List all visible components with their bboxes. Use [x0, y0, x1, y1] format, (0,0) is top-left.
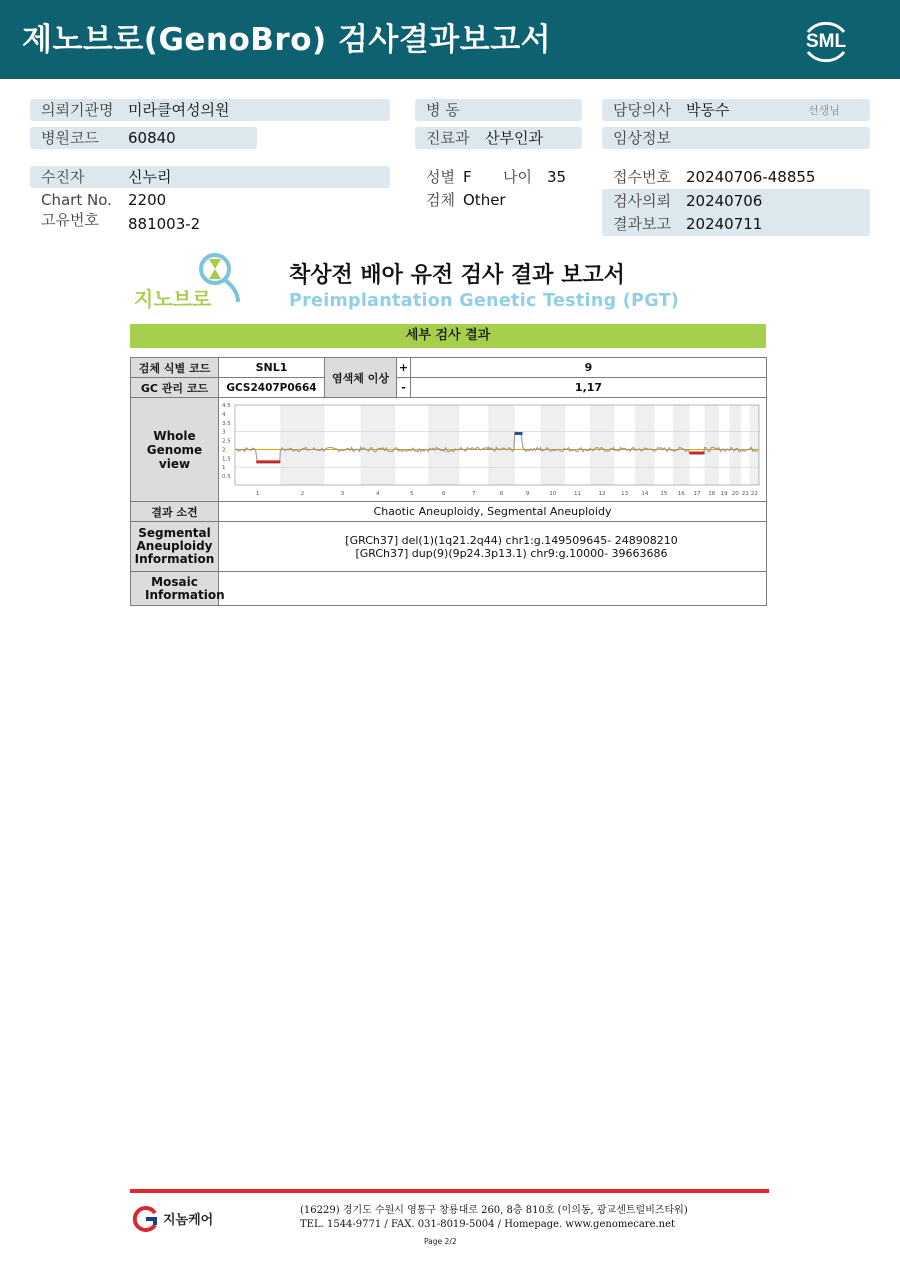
chromosome-band — [488, 405, 515, 485]
x-tick-label: 9 — [525, 490, 530, 497]
gc-code-value: GCS2407P0664 — [219, 378, 325, 398]
receipt-no-label: 접수번호 — [613, 168, 671, 186]
doctor-field — [602, 99, 870, 121]
genomecare-logo — [133, 1205, 225, 1232]
doctor-suffix: 선생님 — [808, 104, 840, 117]
chromosome-band — [428, 405, 459, 485]
hospital-code-value: 60840 — [128, 129, 176, 147]
mosaic-value — [219, 572, 767, 606]
x-tick-label: 21 — [741, 490, 749, 497]
department-field — [415, 127, 582, 149]
chromosome-band — [590, 405, 614, 485]
sex-value: F — [463, 168, 472, 186]
segment-call-gain — [515, 431, 523, 434]
segmental-label: Segmental Aneuploidy Information — [131, 522, 219, 572]
doctor-value: 박동수 — [686, 101, 730, 119]
request-date-label: 검사의뢰 — [613, 192, 671, 210]
dates-field — [602, 189, 870, 236]
plus-value: 9 — [411, 358, 767, 378]
clinical-info-label: 임상정보 — [613, 129, 671, 147]
x-tick-label: 1 — [255, 490, 260, 497]
genobro-logo-text: 지노브로 — [134, 287, 212, 311]
request-date-value: 20240706 — [686, 192, 763, 210]
report-title-en: Preimplantation Genetic Testing (PGT) — [289, 291, 680, 311]
x-tick-label: 2 — [300, 490, 305, 497]
table-row — [131, 358, 767, 378]
table-row — [131, 398, 767, 502]
chromosome-band — [730, 405, 741, 485]
minus-sign: - — [397, 378, 411, 398]
y-tick-label: 3 — [222, 429, 226, 436]
department-value: 산부인과 — [485, 129, 543, 147]
institution-value: 미라클여성의원 — [128, 101, 230, 119]
y-tick-label: 0.5 — [222, 473, 231, 480]
institution-label: 의뢰기관명 — [41, 101, 114, 119]
ward-field — [415, 99, 582, 121]
chromosome-band — [540, 405, 565, 485]
patient-label: 수진자 — [41, 168, 85, 186]
sex-label: 성별 — [426, 168, 455, 186]
clinical-info-field — [602, 127, 870, 149]
hospital-code-label: 병원코드 — [41, 129, 99, 147]
institution-field — [30, 99, 390, 121]
age-value: 35 — [547, 168, 567, 186]
table-row — [131, 572, 767, 606]
page-title: 제노브로(GenoBro) 검사결과보고서 — [22, 22, 552, 58]
y-tick-label: 2.5 — [222, 438, 231, 445]
segmental-line: [GRCh37] del(1)(1q21.2q44) chr1:g.149509645- 248908210 — [345, 533, 678, 547]
x-tick-label: 20 — [731, 490, 739, 497]
chromosome-band — [750, 405, 759, 485]
table-row — [131, 502, 767, 522]
x-tick-label: 15 — [660, 490, 668, 497]
x-tick-label: 12 — [598, 490, 606, 497]
unique-no-field — [30, 211, 390, 233]
x-tick-label: 19 — [720, 490, 728, 497]
address-line: (16229) 경기도 수원시 영통구 창룡대로 260, 8층 810호 (이의동, 광교센트럴비즈타워) — [300, 1205, 688, 1216]
y-tick-label: 4 — [222, 411, 226, 418]
x-tick-label: 14 — [641, 490, 649, 497]
contact-line: TEL. 1544-9771 / FAX. 031-8019-5004 / Homepage. www.genomecare.net — [300, 1219, 676, 1230]
y-tick-label: 4.5 — [222, 402, 231, 409]
x-tick-label: 7 — [472, 490, 476, 497]
chart-no-label: Chart No. — [41, 191, 112, 209]
y-tick-label: 1 — [222, 464, 226, 471]
sex-age-field — [415, 166, 585, 188]
x-tick-label: 13 — [621, 490, 629, 497]
x-tick-label: 16 — [677, 490, 685, 497]
segmental-line: [GRCh37] dup(9)(9p24.3p13.1) chr9:g.10000- 39663686 — [355, 546, 668, 560]
page-number: Page 2/2 — [424, 1237, 457, 1246]
chromosome-band — [635, 405, 654, 485]
department-label: 진료과 — [426, 129, 470, 147]
sml-logo-text: SML — [805, 31, 847, 52]
segment-call-loss — [256, 460, 280, 463]
y-tick-label: 2 — [222, 446, 226, 453]
segment-call-loss — [689, 451, 704, 454]
footer-address — [300, 1204, 688, 1232]
specimen-code-label: 검체 식별 코드 — [131, 358, 219, 378]
x-tick-label: 5 — [410, 490, 414, 497]
specimen-code-value: SNL1 — [219, 358, 325, 378]
footer-divider — [130, 1189, 769, 1193]
genomecare-logo-text: 지놈케어 — [163, 1213, 214, 1228]
finding-label: 결과 소견 — [131, 502, 219, 522]
table-row — [131, 522, 767, 572]
x-tick-label: 22 — [750, 490, 758, 497]
hospital-code-field — [30, 127, 257, 149]
chromosome-band — [705, 405, 719, 485]
plus-sign: + — [397, 358, 411, 378]
unique-no-label: 고유번호 — [41, 211, 99, 229]
section-title: 세부 검사 결과 — [130, 324, 766, 348]
report-date-value: 20240711 — [686, 215, 763, 233]
specimen-value: Other — [463, 191, 506, 209]
whole-genome-chart — [219, 399, 765, 501]
specimen-label: 검체 — [426, 191, 455, 209]
chromosome-band — [280, 405, 324, 485]
genobro-logo — [132, 250, 247, 312]
y-tick-label: 1.5 — [222, 455, 231, 462]
x-tick-label: 6 — [442, 490, 446, 497]
specimen-field — [415, 189, 585, 211]
age-label: 나이 — [503, 168, 532, 186]
receipt-no-value: 20240706-48855 — [686, 168, 816, 186]
y-tick-label: 3.5 — [222, 420, 231, 427]
receipt-no-field — [602, 166, 870, 188]
x-tick-label: 10 — [549, 490, 557, 497]
report-date-label: 결과보고 — [613, 215, 671, 233]
chart-no-value: 2200 — [128, 191, 167, 209]
x-tick-label: 8 — [499, 490, 504, 497]
x-tick-label: 3 — [340, 490, 345, 497]
minus-value: 1,17 — [411, 378, 767, 398]
x-tick-label: 11 — [574, 490, 582, 497]
x-tick-label: 18 — [708, 490, 716, 497]
finding-value: Chaotic Aneuploidy, Segmental Aneuploidy — [219, 502, 767, 522]
patient-value: 신누리 — [128, 168, 172, 186]
patient-field — [30, 166, 390, 188]
chromosome-band — [673, 405, 689, 485]
ward-label: 병 동 — [426, 101, 460, 119]
abnormality-label: 염색체 이상 — [325, 358, 397, 398]
x-tick-label: 17 — [693, 490, 701, 497]
wgv-label: Whole Genome view — [131, 398, 219, 502]
unique-no-value: 881003-2 — [128, 215, 201, 233]
sml-logo — [798, 12, 854, 68]
segmental-info — [219, 522, 767, 572]
x-tick-label: 4 — [376, 490, 380, 497]
chromosome-band — [361, 405, 396, 485]
chart-no-field — [30, 189, 390, 211]
gc-code-label: GC 관리 코드 — [131, 378, 219, 398]
mosaic-label: Mosaic Information — [131, 572, 219, 606]
results-table — [130, 357, 767, 606]
table-row — [131, 378, 767, 398]
wgv-chart-cell — [219, 398, 767, 502]
doctor-label: 담당의사 — [613, 101, 671, 119]
report-header — [0, 0, 900, 79]
report-title-ko: 착상전 배아 유전 검사 결과 보고서 — [289, 263, 625, 288]
